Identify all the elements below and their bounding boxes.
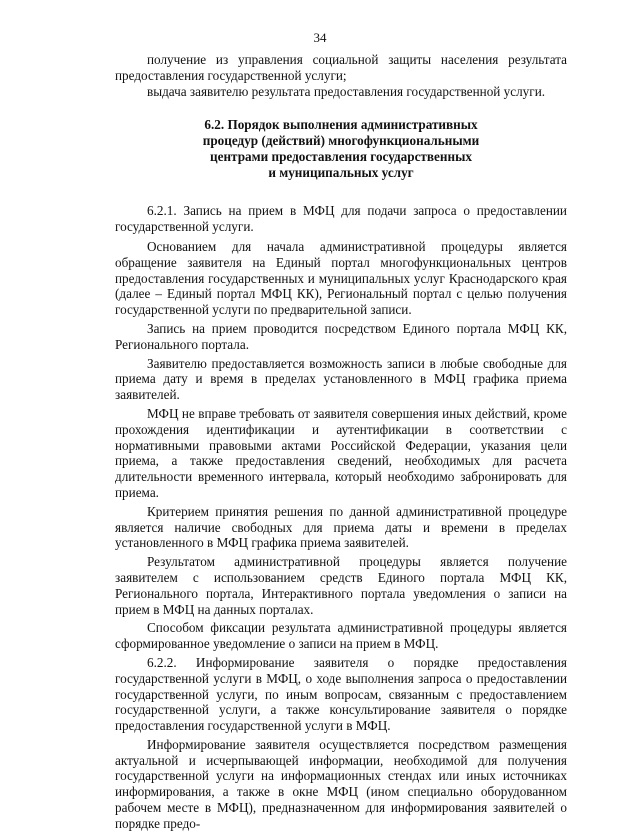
paragraph: Основанием для начала административной процедуры является обращение заявителя на Единый портал многофункциональных центров предоставления государственных и муниципальных услуг Краснодарского края (далее – Единый портал МФЦ КК), Региональный портал с целью получения государственной услуги по предварительной записи. xyxy=(115,238,567,318)
paragraph: 6.2.1. Запись на прием в МФЦ для подачи запроса о предоставлении государственной услуги. xyxy=(115,203,567,235)
paragraph: Результатом административной процедуры является получение заявителем с использованием средств Единого портала МФЦ КК, Регионального портала, Интерактивного портала уведомления о записи на прием в МФЦ на данных порталах. xyxy=(115,554,567,617)
intro-paragraph: получение из управления социальной защиты населения результата предоставления государственной услуги; xyxy=(115,52,567,83)
paragraph: Информирование заявителя осуществляется посредством размещения актуальной и исчерпывающей информации, необходимой для получения государственной услуги на информационных стендах или иных источниках информирования, а также в окне МФЦ (ином специально оборудованном рабочем месте в МФЦ), предназначенном для информирования заявителей о порядке предо- xyxy=(115,736,567,831)
paragraph: Способом фиксации результата административной процедуры является сформированное уведомление о записи на прием в МФЦ. xyxy=(115,620,567,652)
heading-line: центрами предоставления государственных xyxy=(210,149,472,165)
heading-line: 6.2. Порядок выполнения административных xyxy=(204,117,478,133)
intro-paragraph: выдача заявителю результата предоставления государственной услуги. xyxy=(147,83,546,99)
section-heading xyxy=(115,117,567,181)
paragraph: МФЦ не вправе требовать от заявителя совершения иных действий, кроме прохождения идентификации и аутентификации в соответствии с нормативными правовыми актами Российской Федерации, указания цели приема, а также предоставления сведений, необходимых для расчета длительности временного интервала, который необходимо забронировать для приема. xyxy=(115,405,567,500)
heading-line: процедур (действий) многофункциональными xyxy=(202,133,480,149)
document-body xyxy=(115,52,567,832)
paragraph: Заявителю предоставляется возможность записи в любые свободные для приема дату и время в пределах установленного в МФЦ графика приема заявителей. xyxy=(115,355,567,403)
paragraph: Критерием принятия решения по данной административной процедуре является наличие свободных для приема даты и времени в пределах установленного в МФЦ графика приема заявителей. xyxy=(115,503,567,551)
paragraph: 6.2.2. Информирование заявителя о порядке предоставления государственной услуги в МФЦ, о ходе выполнения запроса о предоставлении государственной услуги, по иным вопросам, связанным с предоставлением государственной услуги, а также консультирование заявителя о порядке предоставления государственной услуги в МФЦ. xyxy=(115,654,567,734)
page-number: 34 xyxy=(313,30,327,45)
heading-line: и муниципальных услуг xyxy=(268,165,414,181)
paragraph: Запись на прием проводится посредством Единого портала МФЦ КК, Регионального портала. xyxy=(115,320,567,352)
